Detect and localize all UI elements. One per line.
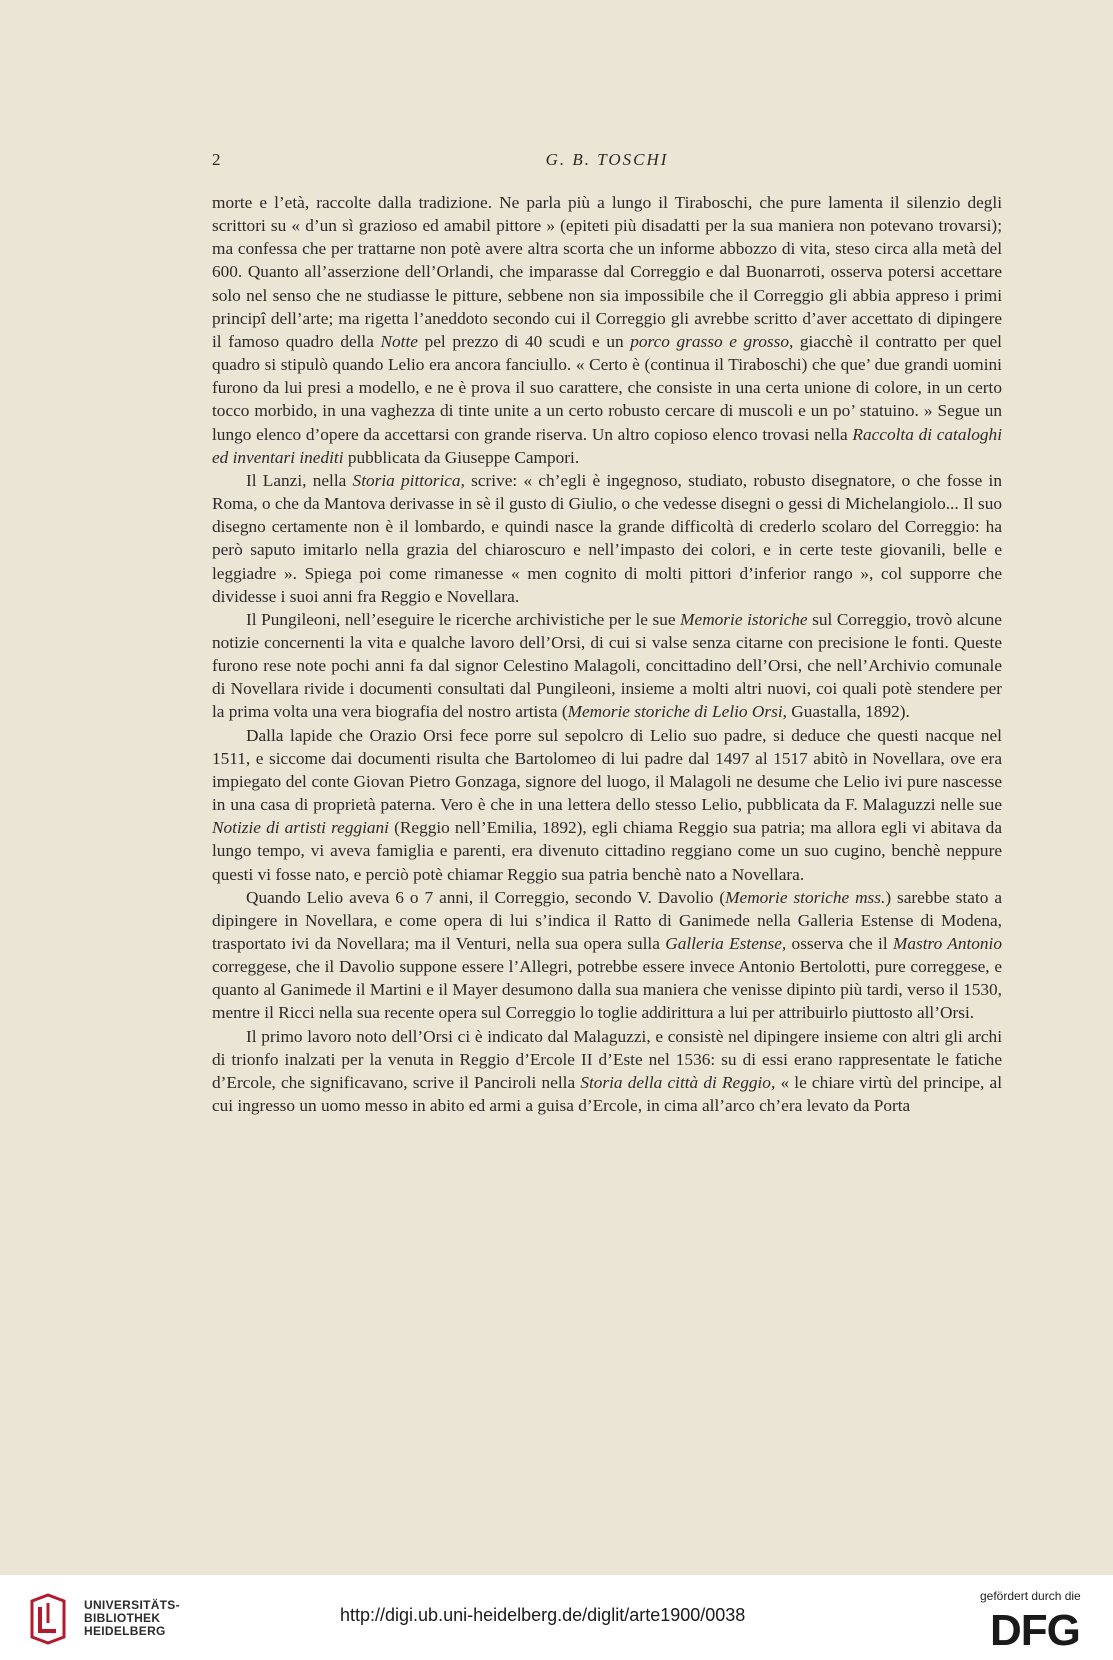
library-name-line: BIBLIOTHEK	[84, 1611, 161, 1625]
italic-title-text: Notizie di artisti reggiani	[212, 818, 389, 838]
paragraph	[212, 469, 1002, 608]
paragraph-text: morte e l’età, raccolte dalla tradizione. Ne parla più a lungo il Tiraboschi, che pure lamenta il silenzio degli scrittori su « d’un sì grazioso ed amabil pittore » (epiteti più disadatti per la sua maniera non potevano trovarsi); ma confessa che per trattarne non potè avere altra scorta che un informe abbozzo di vita, steso circa alla metà del 600. Quanto all’asserzione dell’Orlandi, che imparasse dal Correggio e dal Buonarroti, osserva potersi accettare solo nel senso che ne studiasse le pitture, sebbene non sia impossibile che il Correggio gli abbia appreso i primi principî dell’arte; ma rigetta l’aneddoto secondo cui il Correggio gli avrebbe scritto d’aver accettato di dipingere il famoso quadro della	[212, 193, 1002, 351]
italic-title-text: Mastro Antonio	[892, 934, 1002, 953]
paragraph-text: Guastalla, 1892).	[786, 702, 910, 722]
paragraph	[212, 608, 1002, 724]
italic-title-text: Memorie istoriche	[680, 609, 808, 629]
paragraph-text: sul Correggio, trovò alcune notizie concernenti la vita e qualche lavoro dell’Orsi, di cui si valse senza citarne con precisione le fonti. Queste furono rese note pochi anni fa dal signor Celestino Malagoli, concittadino dell’Orsi, che nell’Archivio comunale di Novellara rivide i documenti consultati dal Pungileoni, insieme a molti altri nuovi, coi quali potè stendere per la prima volta una vera biografia del nostro artista (	[212, 609, 1002, 722]
paragraph-text: Il Pungileoni, nell’eseguire le ricerche archivistiche per le sue	[246, 609, 681, 629]
paragraph-text: Il Lanzi, nella	[246, 470, 353, 490]
paragraph	[212, 886, 1002, 1025]
paragraph	[212, 191, 1002, 469]
italic-title-text: Storia della città di Reggio,	[580, 1072, 776, 1092]
paragraph-text: correggese, che il Davolio suppone essere l’Allegri, potrebbe essere invece Antonio Bertolotti, pure correggese, e quanto al Ganimede il Martini e il Mayer desumono dalla sua maniera che venisse dipinto più tardi, verso il 1530, mentre il Ricci nella sua recente opera sul Correggio lo toglie addirittura a lui per attribuirlo piuttosto all’Orsi.	[212, 957, 1002, 1023]
paragraph-text: Il primo lavoro noto dell’Orsi ci è indicato dal Malaguzzi, e consistè nel dipingere insieme con altri gli archi di trionfo inalzati per la venuta in Reggio d’Ercole II d’Este nel 1536: su di essi erano rappresentate le fatiche d’Ercole, che significavano, scrive il Panciroli nella	[212, 1026, 1002, 1092]
dfg-logo-icon[interactable]: DFG	[990, 1606, 1080, 1655]
paragraph	[212, 724, 1002, 886]
paragraph-text: pel prezzo di 40 scudi e un	[417, 331, 631, 351]
paragraph-text: ) sarebbe stato a dipingere in Novellara, e come opera di lui s’indica il Ratto di Ganimede nella Galleria Estense di Modena, trasportato ivi da Novellara; ma il Venturi, nella sua opera sulla	[212, 887, 1002, 953]
paragraph-text: Dalla lapide che Orazio Orsi fece porre sul sepolcro di Lelio suo padre, si deduce che questi nacque nel 1511, e siccome dai documenti risulta che Bartolomeo di lui padre dal 1497 al 1517 abitò in Novellara, ove era impiegato del conte Giovan Pietro Gonzaga, signore del luogo, il Malagoli ne desume che Lelio ivi pure nascesse in una casa di proprietà paterna. Vero è che in una lettera dello stesso Lelio, pubblicata da F. Malaguzzi nelle sue	[212, 725, 1002, 815]
paragraph-text: Quando Lelio aveva 6 o 7 anni, il Correggio, secondo V. Davolio (	[246, 887, 726, 907]
university-library-logo-icon[interactable]	[22, 1593, 74, 1645]
italic-title-text: Raccolta di cataloghi ed inventari inediti	[212, 424, 1003, 467]
sponsor-caption: gefördert durch die	[980, 1589, 1081, 1603]
page-number: 2	[212, 150, 222, 169]
library-name-line: HEIDELBERG	[84, 1624, 166, 1638]
library-name-line: UNIVERSITÄTS-	[84, 1598, 180, 1612]
italic-title-text: Galleria Estense,	[665, 934, 787, 953]
paragraph-text: (Reggio nell’Emilia, 1892), egli chiama Reggio sua patria; ma allora egli vi abitava da lungo tempo, vi aveva famiglia e parenti, era divenuto cittadino reggiano come un suo cugino, benchè neppure questi vi fosse nato, e perciò potè chiamar Reggio sua patria benchè nato a Novellara.	[212, 818, 1002, 884]
italic-title-text: Memorie storiche mss.	[725, 887, 886, 907]
permalink-url[interactable]: http://digi.ub.uni-heidelberg.de/diglit/arte1900/0038	[340, 1605, 746, 1625]
paragraph-text: pubblicata da Giuseppe Campori.	[343, 447, 580, 467]
page-header	[212, 150, 1002, 180]
paragraph	[212, 1025, 1002, 1118]
italic-title-text: Memorie storiche di Lelio Orsi,	[567, 702, 787, 722]
italic-title-text: Notte	[380, 331, 418, 351]
italic-title-text: Storia pittorica,	[352, 470, 465, 490]
italic-title-text: porco grasso e grosso,	[630, 331, 794, 351]
library-name[interactable]	[84, 1599, 180, 1638]
paragraph-text: scrive: « ch’egli è ingegnoso, studiato, robusto disegnatore, o che fosse in Roma, o che da Mantova derivasse in sè il gusto di Giulio, o che vedesse disegni o gessi di Michelangiolo... Il suo disegno certamente non è il lombardo, e quindi nasce la grande difficoltà di crederlo scolaro del Correggio: ha però saputo imitarlo nella grazia del chiaroscuro e nell’impasto dei colori, e in certe teste giovanili, belle e leggiadre ». Spiega poi come rimanesse « men cognito di molti pittori d’inferior rango », col supporre che dividesse i suoi anni fra Reggio e Novellara.	[212, 470, 1002, 606]
body-text	[212, 191, 1002, 1117]
footer-bar	[0, 1575, 1113, 1660]
paragraph-text: giacchè il contratto per quel quadro si stipulò quando Lelio era ancora fanciullo. « Certo è (continua il Tiraboschi) che que’ due grandi uomini furono da lui presi a modello, e ne è prova il suo carattere, che consiste in una certa unione di colore, in un certo tocco morbido, in una vaghezza di tinte unite a un certo robusto cercare di muscoli e un po’ statuino. » Segue un lungo elenco d’opere da accettarsi con grande riserva. Un altro copioso elenco trovasi nella	[212, 331, 1002, 444]
running-title: G. B. TOSCHI	[545, 150, 669, 169]
paragraph-text: osserva che il	[786, 934, 893, 953]
paragraph-text: « le chiare virtù del principe, al cui ingresso un uomo messo in abito ed armi a guisa d’Ercole, in cima all’arco ch’era levato da Porta	[212, 1072, 1002, 1116]
